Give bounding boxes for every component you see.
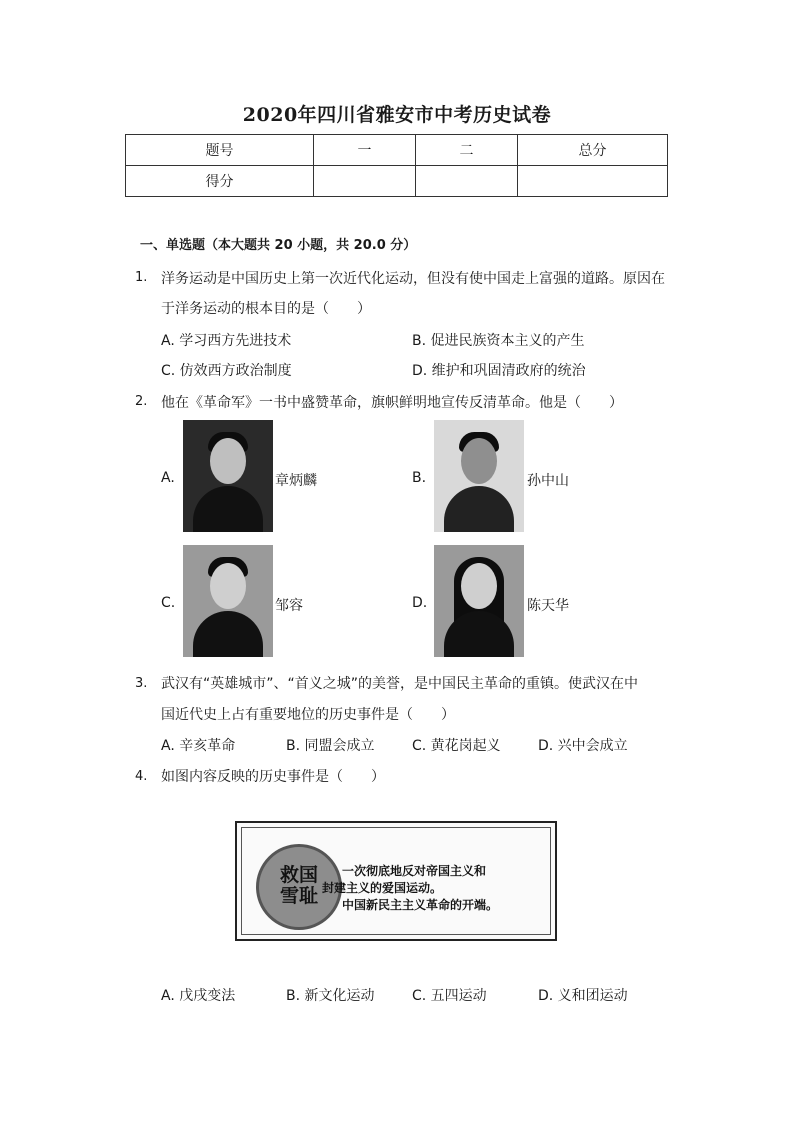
option-d-letter[interactable]: D. xyxy=(412,595,428,611)
score-header-cell: 题号 xyxy=(126,135,314,166)
option-d[interactable]: D. 兴中会成立 xyxy=(538,738,628,754)
portrait-body xyxy=(193,611,263,657)
figure-text-line: 中国新民主主义革命的开端。 xyxy=(342,898,499,912)
score-table xyxy=(125,134,668,197)
score-cell xyxy=(518,166,668,197)
score-cell xyxy=(314,166,416,197)
option-b-name[interactable]: 孙中山 xyxy=(527,473,569,489)
portrait-photo-b xyxy=(434,420,524,532)
portrait-photo-c xyxy=(183,545,273,657)
option-c[interactable]: C. 仿效西方政治制度 xyxy=(161,363,292,379)
question-stem-line: 如图内容反映的历史事件是（ ） xyxy=(161,769,385,785)
option-c[interactable]: C. 黄花岗起义 xyxy=(412,738,501,754)
option-a[interactable]: A. 戊戌变法 xyxy=(161,988,236,1004)
portrait-face xyxy=(461,563,497,609)
section-heading: 一、单选题（本大题共 20 小题，共 20.0 分） xyxy=(140,238,417,253)
option-a[interactable]: A. 学习西方先进技术 xyxy=(161,333,292,349)
portrait-photo-a xyxy=(183,420,273,532)
question-stem-line: 洋务运动是中国历史上第一次近代化运动，但没有使中国走上富强的道路。原因在 xyxy=(161,271,665,287)
option-a-name[interactable]: 章炳麟 xyxy=(275,473,317,489)
score-header-cell: 一 xyxy=(314,135,416,166)
question-stem-line: 他在《革命军》一书中盛赞革命，旗帜鲜明地宣传反清革命。他是（ ） xyxy=(161,395,623,411)
option-c-name[interactable]: 邹容 xyxy=(275,598,303,614)
question-stem-line: 武汉有“英雄城市”、“首义之城”的美誉，是中国民主革命的重镇。使武汉在中 xyxy=(161,676,639,692)
option-a-letter[interactable]: A. xyxy=(161,470,175,486)
option-d-name[interactable]: 陈天华 xyxy=(527,598,569,614)
option-b[interactable]: B. 促进民族资本主义的产生 xyxy=(412,333,585,349)
option-b-letter[interactable]: B. xyxy=(412,470,427,486)
question-stem-line: 国近代史上占有重要地位的历史事件是（ ） xyxy=(161,707,455,723)
question-number: 3. xyxy=(135,676,148,691)
question-number: 2. xyxy=(135,394,148,409)
score-row-label: 得分 xyxy=(126,166,314,197)
seal-line: 雪耻 xyxy=(279,885,318,907)
portrait-photo-d xyxy=(434,545,524,657)
question-number: 1. xyxy=(135,270,148,285)
option-b[interactable]: B. 同盟会成立 xyxy=(286,738,375,754)
page-title: 2020年四川省雅安市中考历史试卷 xyxy=(242,104,552,126)
option-b[interactable]: B. 新文化运动 xyxy=(286,988,375,1004)
question-figure xyxy=(235,821,557,941)
score-table-score-row xyxy=(126,166,668,197)
score-header-cell: 二 xyxy=(416,135,518,166)
option-c[interactable]: C. 五四运动 xyxy=(412,988,487,1004)
portrait-body xyxy=(193,486,263,532)
portrait-face xyxy=(461,438,497,484)
score-table-header-row xyxy=(126,135,668,166)
option-d[interactable]: D. 义和团运动 xyxy=(538,988,628,1004)
option-c-letter[interactable]: C. xyxy=(161,595,176,611)
option-a[interactable]: A. 辛亥革命 xyxy=(161,738,236,754)
score-cell xyxy=(416,166,518,197)
option-d[interactable]: D. 维护和巩固清政府的统治 xyxy=(412,363,586,379)
question-number: 4. xyxy=(135,769,148,784)
score-header-cell: 总分 xyxy=(518,135,668,166)
portrait-face xyxy=(210,438,246,484)
question-stem-line: 于洋务运动的根本目的是（ ） xyxy=(161,301,371,317)
figure-inner-border xyxy=(241,827,551,935)
figure-text-line: 封建主义的爱国运动。 xyxy=(322,881,443,895)
portrait-face xyxy=(210,563,246,609)
figure-text-line: 一次彻底地反对帝国主义和 xyxy=(342,864,487,878)
portrait-body xyxy=(444,486,514,532)
seal-line: 救国 xyxy=(279,864,318,886)
